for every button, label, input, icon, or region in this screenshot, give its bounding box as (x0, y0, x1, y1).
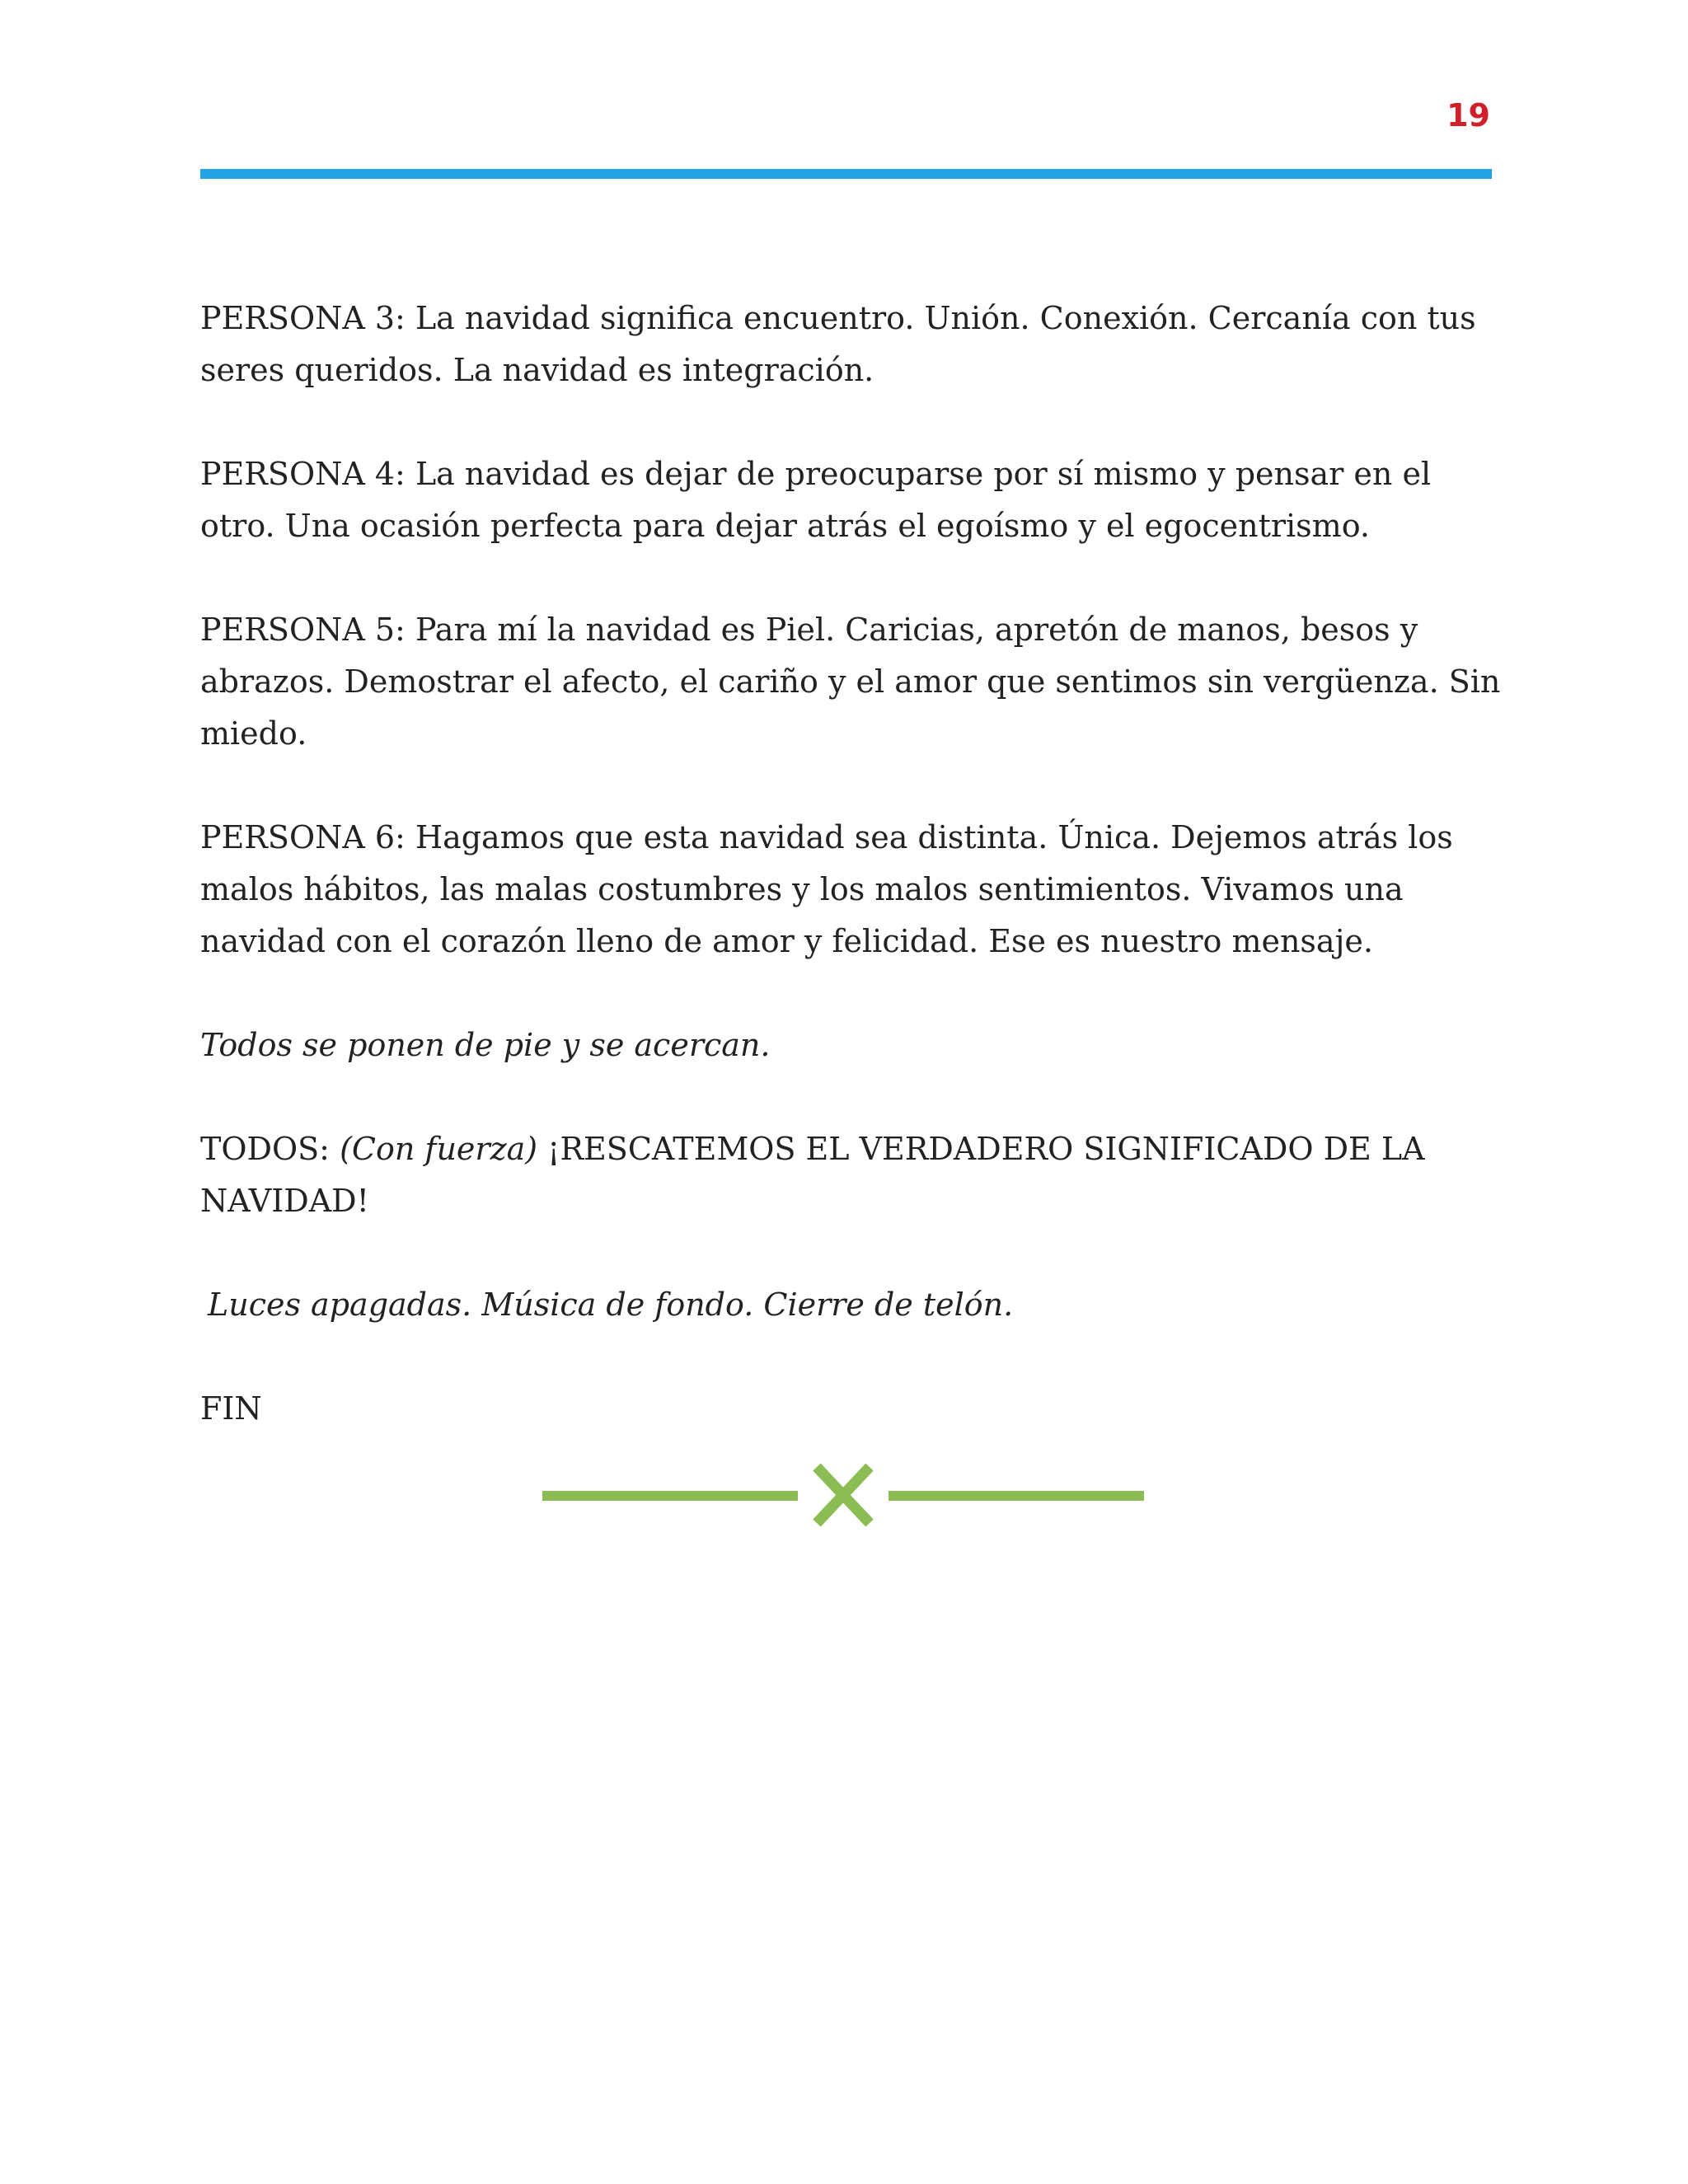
dialogue-persona-4 (200, 448, 1503, 552)
stage-direction: Todos se ponen de pie y se acercan. (200, 1027, 771, 1063)
x-divider-icon (542, 1459, 1144, 1533)
header-rule (200, 169, 1492, 179)
dialogue-text: La navidad es dejar de preocuparse por sí mismo y pensar en el otro. Una ocasión perfecta para dejar atrás el egoísmo y el egocentrismo. (200, 456, 1432, 544)
dialogue-text: Hagamos que esta navidad sea distinta. Única. Dejemos atrás los malos hábitos, las malas costumbres y los malos sentimientos. Vivamos una navidad con el corazón lleno de amor y felicidad. Ese es nuestro mensaje. (200, 819, 1453, 959)
dialogue-text: ¡RESCATEMOS EL VERDADERO SIGNIFICADO DE LA NAVIDAD! (200, 1131, 1425, 1219)
dialogue-todos (200, 1123, 1503, 1227)
performance-direction: (Con fuerza) (340, 1131, 538, 1167)
dialogue-persona-3 (200, 293, 1503, 396)
speaker-label: TODOS: (200, 1131, 330, 1167)
speaker-label: PERSONA 5: (200, 612, 406, 648)
speaker-label: PERSONA 6: (200, 819, 406, 855)
script-body (200, 293, 1503, 1487)
dialogue-persona-6 (200, 812, 1503, 968)
dialogue-text: La navidad significa encuentro. Unión. Conexión. Cercanía con tus seres queridos. La navidad es integración. (200, 300, 1476, 388)
speaker-label: PERSONA 3: (200, 300, 406, 336)
end-marker: FIN (200, 1390, 262, 1427)
dialogue-text: Para mí la navidad es Piel. Caricias, apretón de manos, besos y abrazos. Demostrar el afecto, el cariño y el amor que sentimos sin vergüenza. Sin miedo. (200, 612, 1501, 752)
dialogue-persona-5 (200, 604, 1503, 760)
page-number: 19 (1447, 97, 1490, 134)
closing-stage-direction: Luces apagadas. Música de fondo. Cierre de telón. (208, 1286, 1014, 1323)
speaker-label: PERSONA 4: (200, 456, 406, 492)
